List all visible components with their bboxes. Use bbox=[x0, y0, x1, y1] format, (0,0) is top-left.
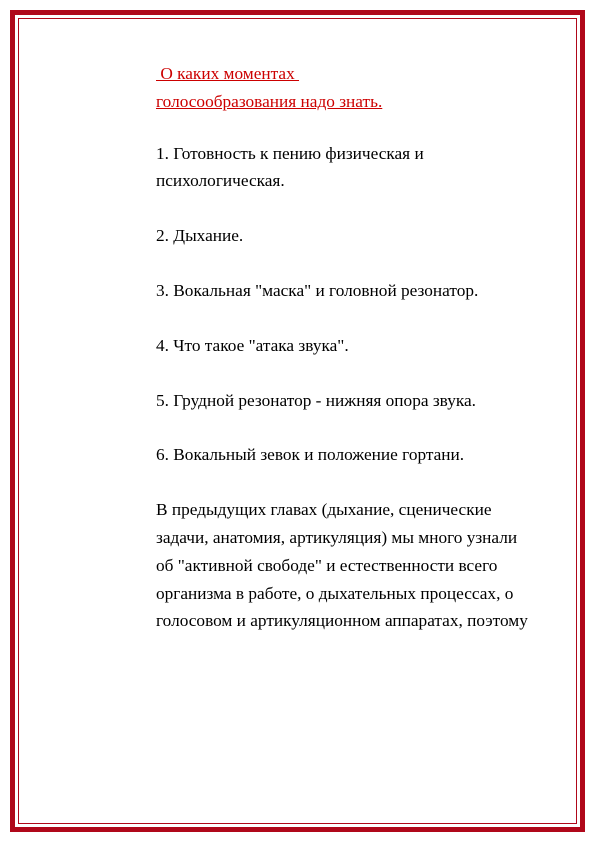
list-item: 3. Вокальная "маска" и головной резонатор. bbox=[156, 280, 479, 300]
list-item: 5. Грудной резонатор - нижняя опора звука. bbox=[156, 390, 476, 410]
title-line-2: голосообразования надо знать. bbox=[156, 91, 383, 111]
title-line-1: О каких моментах bbox=[156, 64, 300, 83]
list-item: 4. Что такое "атака звука". bbox=[156, 335, 349, 355]
list-item: 6. Вокальный зевок и положение гортани. bbox=[156, 445, 465, 465]
list-item: 1. Готовность к пению физическая и психологическая. bbox=[156, 143, 424, 191]
document-body bbox=[156, 60, 536, 635]
document-title bbox=[156, 60, 536, 116]
list-item: 2. Дыхание. bbox=[156, 226, 244, 246]
body-paragraph: В предыдущих главах (дыхание, сценические задачи, анатомия, артикуляция) мы много узнали об "активной свободе" и естественности всего организма в работе, о дыхательных процессах, о голосовом и артикуляционном аппаратах, поэтому bbox=[156, 500, 528, 631]
